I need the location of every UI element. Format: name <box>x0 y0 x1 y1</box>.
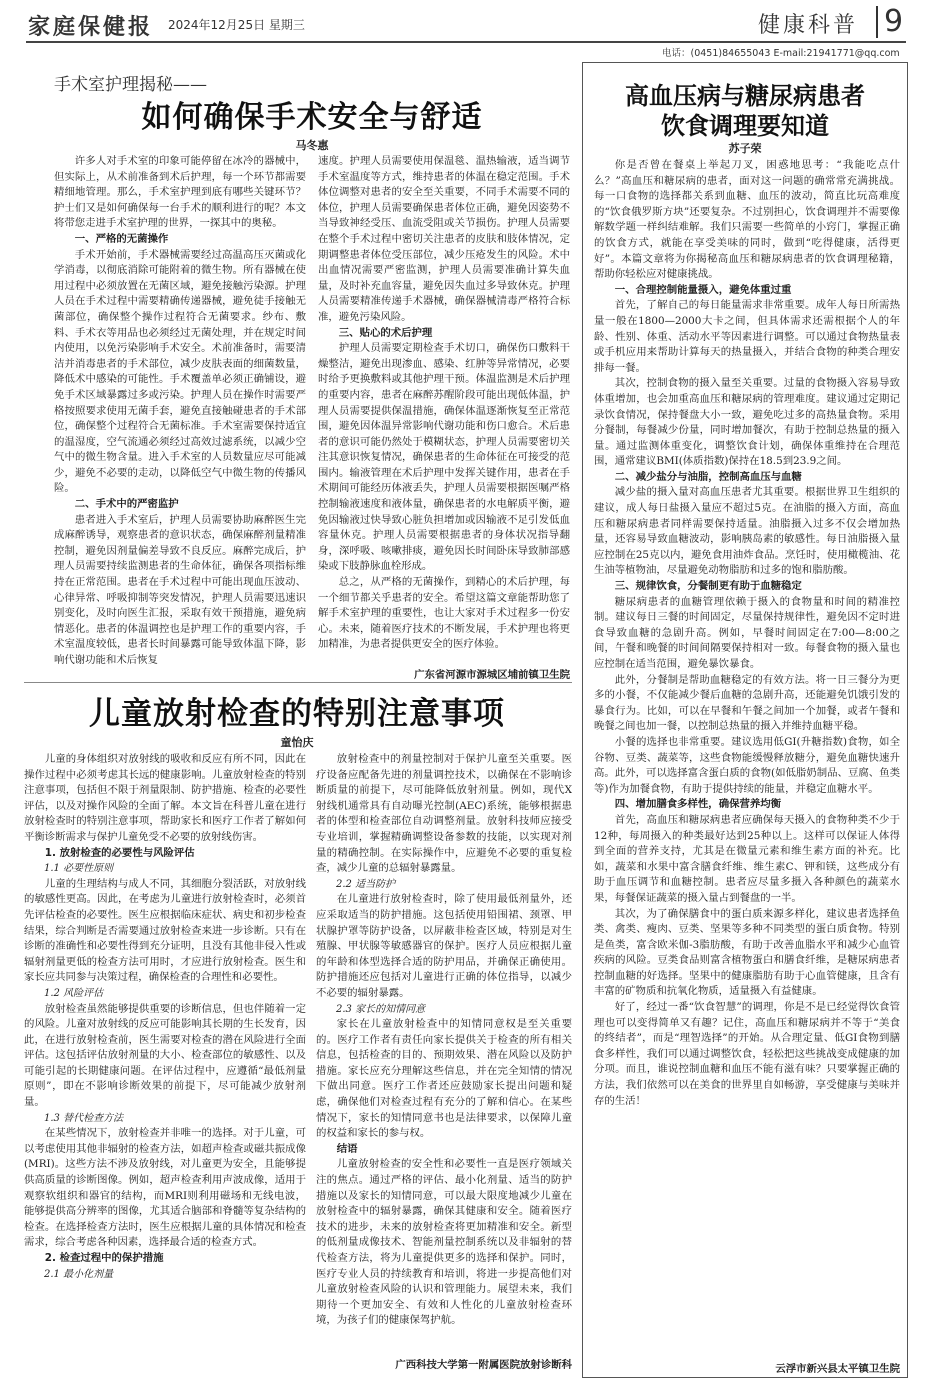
subsection-heading: 1.3 替代检查方法 <box>44 1112 124 1124</box>
section-heading: 2. 检查过程中的保护措施 <box>44 1252 164 1264</box>
article1-column-1 <box>54 154 306 666</box>
section-heading: 一、严格的无菌操作 <box>74 232 169 245</box>
article3-source: 云浮市新兴县太平镇卫生院 <box>775 1363 900 1375</box>
article2-column-2 <box>316 752 572 1356</box>
article3-title-line1: 高血压病与糖尿病患者 <box>625 81 865 110</box>
section-heading: 三、贴心的术后护理 <box>338 326 433 339</box>
article1-kicker: 手术室护理揭秘—— <box>54 75 207 95</box>
subsection-heading: 2.1 最小化剂量 <box>44 1268 114 1280</box>
paragraph: 儿童的生理结构与成人不同，其细胞分裂活跃，对放射线的敏感性更高。因此，在考虑为儿童进行放射检查时，必须首先评估检查的必要性。医生应根据临床症状、病史和初步检查结果，综合判断是否需要通过放射检查来进一步诊断。只有在诊断的准确性和必要性得到充分证明，且没有其他非侵入性或辐射剂量更低的检查方法可用时，才应进行放射检查。医生和家长应共同参与决策过程，确保检查的合理性和必要性。 <box>24 877 306 984</box>
paragraph: 首先，高血压和糖尿病患者应确保每天摄入的食物种类不少于12种，每周摄入的种类最好达到25种以上。这样可以保证人体得到全面的营养支持，尤其是在微量元素和维生素方面的补充。比如，蔬菜和水果中富含膳食纤维、维生素C、钾和镁，这些成分有助于血压调节和血糖控制。患者应尽量多摄入各种颜色的蔬菜水果，每餐保证蔬菜的摄入量占到餐盘的一半。 <box>594 813 900 904</box>
article2-column-1 <box>24 752 306 1378</box>
masthead-rule <box>26 41 906 43</box>
paragraph: 儿童放射检查的安全性和必要性一直是医疗领域关注的焦点。通过严格的评估、最小化剂量、适当的防护措施以及家长的知情同意，可以最大限度地减少儿童在放射检查中的辐射暴露，确保其健康和安全。随着医疗技术的进步，未来的放射检查将更加精准和安全。新型的低剂量成像技术、智能剂量控制系统以及非辐射的替代检查方法，将为儿童提供更多的选择和保护。同时，医疗专业人员的持续教育和培训，将进一步提高他们对儿童放射检查风险的认识和管理能力。展望未来，我们期待一个更加安全、有效和人性化的儿童放射检查环境，为孩子们的健康保驾护航。 <box>316 1158 572 1327</box>
paragraph: 糖尿病患者的血糖管理依赖于摄入的食物量和时间的精准控制。建议每日三餐的时间固定，尽量保持规律性，避免因不定时进食导致血糖的急剧升高。例如，早餐时间固定在7:00—8:00之间，午餐和晚餐的时间间隔要保持相对一致。每餐食物的摄入量也应控制在适当范围，避免暴饮暴食。 <box>594 595 900 670</box>
article2-author: 童怡庆 <box>280 736 314 749</box>
paragraph: 速度。护理人员需要使用保温毯、温热输液，适当调节手术室温度等方式，维持患者的体温在稳定范围。手术体位调整对患者的安全至关重要，不同手术需要不同的体位，护理人员需要确保患者体位正确，避免因姿势不当导致神经受压、血流受阻或关节损伤。护理人员需要在整个手术过程中密切关注患者的皮肤和肢体情况，定期调整患者体位受压部位，减少压疮发生的风险。术中出血情况需要严密监测，护理人员需要准确计算失血量，及时补充血容量，避免因失血过多导致休克。护理人员需要精准传递手术器械，确保器械清毒严格符合标准，避免污染风险。 <box>318 155 570 323</box>
paper-name: 家庭保健报 <box>28 15 154 40</box>
article2-source: 广西科技大学第一附属医院放射诊断科 <box>395 1359 572 1371</box>
section-heading: 结语 <box>336 1142 358 1155</box>
paragraph: 手术开始前，手术器械需要经过高温高压灭菌或化学消毒，以彻底消除可能附着的微生物。所有器械在使用过程中必须放置在无菌区域，避免接触污染源。护理人员在手术过程中需要精确传递器械，避免徒手接触无菌部位，确保整个操作过程符合无菌要求。纱布、敷料、手术衣等用品也必须经过无菌处理，并在规定时间内使用，以免污染影响手术安全。术前准备时，需要清洁并消毒患者的手术部位，减少皮肤表面的细菌数量，降低术中感染的可能性。手术覆盖单必须正确铺设，避免手术区域暴露过多或污染。护理人员在操作时需要严格按照要求使用无菌手套，避免直接触碰患者的手术部位，确保整个过程符合无菌标准。手术室需要保持适宜的温湿度，空气流通必须经过高效过滤系统，以减少空气中的微生物含量。进入手术室的人员数量应尽可能减少，避免不必要的走动，以降低空气中微生物的传播风险。 <box>54 248 306 495</box>
subsection-heading: 2.3 家长的知情同意 <box>336 1003 426 1015</box>
paragraph: 家长在儿童放射检查中的知情同意权是至关重要的。医疗工作者有责任向家长提供关于检查的所有相关信息，包括检查的目的、预期效果、潜在风险以及防护措施。家长应充分理解这些信息，并在完全知情的情况下做出同意。医疗工作者还应鼓励家长提出问题和疑虑，确保他们对检查过程有充分的了解和信心。在某些情况下，家长的知情同意书也是法律要求，以保障儿童的权益和家长的参与权。 <box>316 1018 572 1140</box>
article3-author: 苏子荣 <box>728 142 762 155</box>
paragraph: 放射检查中的剂量控制对于保护儿童至关重要。医疗设备应配备先进的剂量调控技术，以确保在不影响诊断质量的前提下，尽可能降低放射剂量。例如，现代X射线机通常具有自动曝光控制(AEC)系统，能够根据患者的体型和检查部位自动调整剂量。放射科技师应接受专业培训，掌握精确调整设备参数的技能，以实现对剂量的精确控制。在实际操作中，应避免不必要的重复检查，减少儿童的总辐射暴露量。 <box>316 753 572 875</box>
paragraph: 小餐的选择也非常重要。建议选用低GI(升糖指数)食物，如全谷物、豆类、蔬菜等，这些食物能缓慢释放糖分，避免血糖快速升高。此外，可以选择富含蛋白质的食物(如低脂奶制品、豆腐、鱼类等)作为加餐食物，有助于提供持续的能量，并稳定血糖水平。 <box>594 735 900 795</box>
paragraph: 患者进入手术室后，护理人员需要协助麻醉医生完成麻醉诱导，观察患者的意识状态，确保麻醉剂量精准控制，避免因剂量偏差导致不良反应。麻醉完成后，护理人员需要持续监测患者的生命体征，确保各项指标维持在正常范围。患者在手术过程中可能出现血压波动、心律异常、呼吸抑制等突发情况，护理人员需要迅速识别变化，及时向医生汇报，采取有效干预措施，避免病情恶化。患者的体温调控也是护理工作的重要内容，手术室温度较低，患者长时间暴露可能导致体温下降，影响代谢功能和术后恢复 <box>54 513 306 666</box>
section-heading: 二、手术中的严密监护 <box>74 498 179 511</box>
paragraph: 儿童的身体组织对放射线的吸收和反应有所不同，因此在操作过程中必须考虑其长远的健康影响。儿童放射检查的特别注意事项，包括但不限于剂量限制、防护措施、检查的必要性评估，以及对操作风险的全面了解。本文旨在科普儿童在进行放射检查时的特别注意事项，帮助家长和医疗工作者了解如何平衡诊断需求与保护儿童免受不必要的放射线伤害。 <box>24 753 306 843</box>
paragraph: 放射检查虽然能够提供重要的诊断信息，但也伴随着一定的风险。儿童对放射线的反应可能影响其长期的生长发育，因此，在进行放射检查前，医生需要对检查的潜在风险进行全面评估。这包括评估放射剂量的大小、检查部位的敏感性、以及可能引起的长期健康问题。在评估过程中，应遵循“最低剂量原则”，即在不影响诊断效果的前提下，尽可能减少放射剂量。 <box>24 1002 306 1109</box>
paragraph: 许多人对手术室的印象可能停留在冰冷的器械中，但实际上，从术前准备到术后护理，每一个环节都需要精细地管理。那么，手术室护理到底有哪些关键环节？护士们又是如何确保每一台手术的顺利进行的呢？本文将带您走进手术室护理的世界，一探其中的奥秘。 <box>54 155 306 230</box>
section-heading: 1. 放射检查的必要性与风险评估 <box>44 846 195 859</box>
subsection-heading: 2.2 适当防护 <box>336 878 396 890</box>
paragraph: 在儿童进行放射检查时，除了使用最低剂量外，还应采取适当的防护措施。这包括使用铅围裙、颈罩、甲状腺护罩等防护设备，以屏蔽非检查区域，特别是对生殖腺、甲状腺等敏感器官的保护。医疗人员应根据儿童的年龄和体型选择合适的防护用品，并确保正确使用。防护措施还应包括对儿童进行正确的体位指导，以减少不必要的辐射暴露。 <box>316 893 572 999</box>
paragraph: 护理人员需要定期检查手术切口，确保伤口敷料干燥整洁，避免出现渗血、感染、红肿等异常情况，必要时给予更换敷料或其他护理干预。体温监测是术后护理的重要内容，患者在麻醉苏醒阶段可能出现低体温，护理人员需要提供保温措施，确保体温逐渐恢复至正常范围，避免因体温异常影响代谢功能和伤口愈合。术后患者的意识可能仍然处于模糊状态，护理人员需要密切关注其意识恢复情况，确保患者的生命体征在可接受的范围内。输液管理在术后护理中发挥关键作用，患者在手术期间可能经历体液丢失，护理人员需要根据医嘱严格控制输液速度和液体量，确保患者的水电解质平衡，避免因输液过快导致心脏负担增加或因输液不足引发低血容量休克。护理人员需要根据患者的身体状况指导翻身，深呼吸、咳嗽排痰，避免因长时间卧床导致肺部感染或下肢静脉血栓形成。 <box>318 342 570 573</box>
contact-info: 电话：(0451)84655043 E-mail:21941771@qq.com <box>662 48 900 59</box>
section-heading: 三、规律饮食，分餐制更有助于血糖稳定 <box>614 580 802 593</box>
section-heading: 二、减少盐分与油脂，控制高血压与血糖 <box>614 470 802 483</box>
section-heading: 四、增加膳食多样性，确保营养均衡 <box>614 798 782 811</box>
subsection-heading: 1.2 风险评估 <box>44 987 104 999</box>
article2-title: 儿童放射检查的特别注意事项 <box>89 696 505 732</box>
article3-column <box>594 158 900 1358</box>
paragraph: 首先，了解自己的每日能量需求非常重要。成年人每日所需热量一般在1800—2000大卡之间，但具体需求还需根据个人的年龄、性别、体重、活动水平等因素进行调整。可以通过食物热量表或手机应用来帮助计算每天的热量摄入，并结合食物的种类合理安排每一餐。 <box>594 299 900 374</box>
paragraph: 其次，为了确保膳食中的蛋白质来源多样化，建议患者选择鱼类、禽类、瘦肉、豆类、坚果等多种不同类型的蛋白质食物。特别是鱼类，富含欧米伽-3脂肪酸，有助于改善血脂水平和减少心血管疾病的风险。豆类食品则富含植物蛋白和膳食纤维，是糖尿病患者控制血糖的好选择。坚果中的健康脂肪有助于心血管健康，且含有丰富的矿物质和抗氧化物质，适量摄入有益健康。 <box>594 907 900 998</box>
section-title: 健康科普 <box>758 13 859 38</box>
article1-title: 如何确保手术安全与舒适 <box>141 100 483 135</box>
masthead-divider <box>876 6 878 38</box>
paragraph: 在某些情况下，放射检查并非唯一的选择。对于儿童，可以考虑使用其他非辐射的检查方法，如超声检查或磁共振成像(MRI)。这些方法不涉及放射线，对儿童更为安全，且能够提供高质量的诊断图像。例如，超声检查利用声波成像，适用于观察软组织和器官的结构，而MRI则利用磁场和无线电波，能够提供高分辨率的图像，尤其适合脑部和脊髓等复杂结构的检查。在选择检查方法时，医生应根据儿童的具体情况和检查需求，综合考虑各种因素，选择最合适的检查方式。 <box>24 1127 306 1249</box>
paragraph: 此外，分餐制是帮助血糖稳定的有效方法。将一日三餐分为更多的小餐，不仅能减少餐后血糖的急剧升高，还能避免饥饿引发的暴食行为。比如，可以在早餐和午餐之间加一个加餐，或者午餐和晚餐之间也加一餐，以控制总热量的摄入并维持血糖平稳。 <box>594 673 900 733</box>
article-divider <box>24 682 572 683</box>
paragraph: 总之，从严格的无菌操作，到精心的术后护理，每一个细节都关乎患者的安全。希望这篇文章能帮助您了解手术室护理的重要性，也让大家对手术过程多一份安心。未来，随着医疗技术的不断发展，手术护理也将更加精准，为患者提供更安全的医疗体验。 <box>318 576 570 651</box>
paragraph: 好了，经过一番“饮食智慧”的调理，你是不是已经觉得饮食管理也可以变得简单又有趣？记住，高血压和糖尿病并不等于“美食的终结者”，而是“理智选择”的开始。从合理定量、低GI食物到膳食多样性，我们可以通过调整饮食，轻松把这些挑战变成健康的加分项。而且，谁说控制血糖和血压不能有滋有味？只要掌握正确的方法，我们依然可以在美食的世界里自如畅游，享受健康与美味并存的生活！ <box>594 1001 900 1107</box>
section-heading: 一、合理控制能量摄入，避免体重过重 <box>614 283 792 296</box>
masthead <box>0 0 930 46</box>
issue-date: 2024年12月25日 星期三 <box>168 18 305 32</box>
article1-source: 广东省河源市源城区埔前镇卫生院 <box>414 669 570 681</box>
article1-column-2 <box>318 154 570 666</box>
article3-title-line2: 饮食调理要知道 <box>661 111 829 140</box>
article1-author: 马冬惠 <box>295 139 329 152</box>
paragraph: 减少盐的摄入量对高血压患者尤其重要。根据世界卫生组织的建议，成人每日盐摄入量应不超过5克。在油脂的摄入方面，高血压和糖尿病患者同样需要保持适量。油脂摄入过多不仅会增加热量，还容易导致血糖波动，影响胰岛素的敏感性。每日油脂摄入量应控制在25克以内，避免食用油炸食品。烹饪时，使用橄榄油、花生油等植物油，尽量避免动物脂肪和过多的饱和脂肪酸。 <box>594 486 900 577</box>
subsection-heading: 1.1 必要性原则 <box>44 863 114 875</box>
paragraph: 其次，控制食物的摄入量至关重要。过量的食物摄入容易导致体重增加，也会加重高血压和糖尿病的管理难度。建议通过定期记录饮食情况，保持餐盘大小一致，避免吃过多的高热量食物。采用分餐制，每餐减少份量，同时增加餐次，有助于控制总热量的摄入量。通过监测体重变化，调整饮食计划，确保体重维持在合理范围，通常建议BMI(体质指数)保持在18.5到23.9之间。 <box>594 377 900 468</box>
page-number: 9 <box>884 4 904 39</box>
paragraph: 你是否曾在餐桌上举起刀叉，困惑地思考：“我能吃点什么？”高血压和糖尿病的患者，面对这一问题的确常常充满挑战。每一口食物的选择都关系到血糖、血压的波动，简直比玩高难度的“饮食俄罗斯方块”还要复杂。不过别担心，饮食调理并不需要像解数学题一样纠结难解。我们只需要一些简单的小窍门，掌握正确的饮食方式，就能在享受美味的同时，做到“吃得健康，活得更好”。本篇文章将为你揭秘高血压和糖尿病患者的饮食调理秘籍，帮助你轻松应对健康挑战。 <box>594 159 900 281</box>
